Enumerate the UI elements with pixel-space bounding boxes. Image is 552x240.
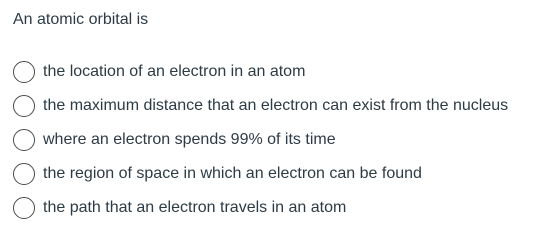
radio-button[interactable] <box>13 197 35 219</box>
question-prompt: An atomic orbital is <box>13 11 149 28</box>
answer-choice-label: the location of an electron in an atom <box>43 63 306 80</box>
answer-choice[interactable] <box>13 123 549 157</box>
answer-choice[interactable] <box>13 55 549 89</box>
radio-button[interactable] <box>13 95 35 117</box>
answer-choice-label: the maximum distance that an electron can exist from the nucleus <box>43 97 509 114</box>
answer-choice-label: the path that an electron travels in an atom <box>43 199 347 216</box>
answer-choice[interactable] <box>13 89 549 123</box>
radio-button[interactable] <box>13 61 35 83</box>
answer-choice[interactable] <box>13 157 549 191</box>
radio-button[interactable] <box>13 163 35 185</box>
answer-choice-label: where an electron spends 99% of its time <box>43 131 336 148</box>
answer-choice-label: the region of space in which an electron can be found <box>43 165 422 182</box>
answer-choices <box>13 55 549 225</box>
radio-button[interactable] <box>13 129 35 151</box>
answer-choice[interactable] <box>13 191 549 225</box>
